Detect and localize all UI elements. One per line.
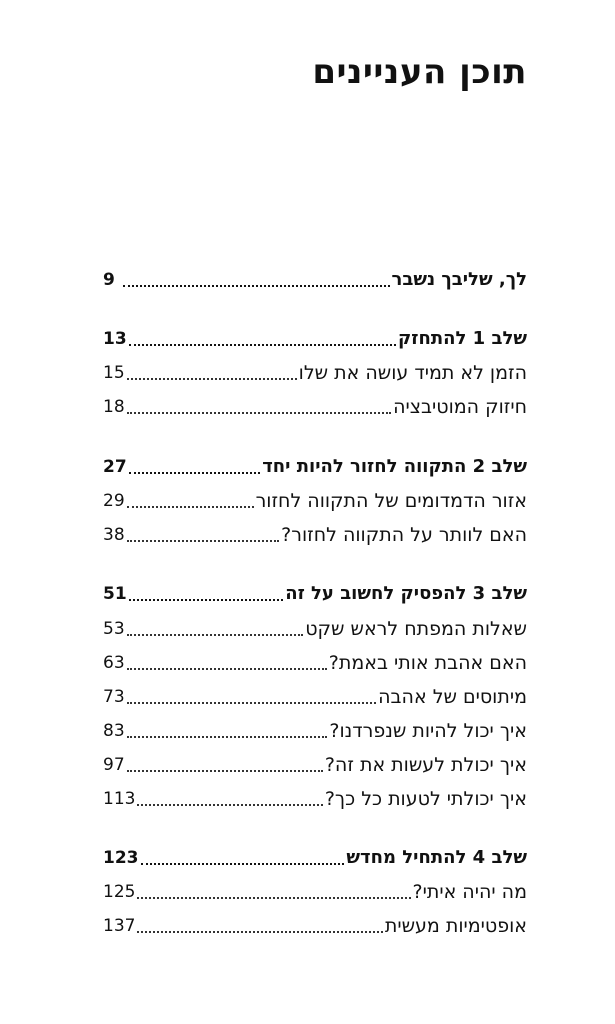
toc-page-number: 113	[103, 789, 136, 809]
toc-entry-label: מיתוסים של אהבה	[378, 686, 527, 708]
toc-entry-label: איך יכול להיות שנפרדנו?	[329, 720, 527, 742]
dot-leader	[137, 804, 322, 806]
toc-entry-how-could-you[interactable]	[103, 749, 527, 777]
toc-entry-stage-2[interactable]	[103, 451, 527, 479]
toc-entry-label: שאלות המפתח לראש שקט	[305, 618, 527, 640]
dot-leader	[127, 770, 323, 772]
toc-entry-did-you-love[interactable]	[103, 647, 527, 675]
toc-entry-label: האם לוותר על התקווה לחזור?	[281, 524, 527, 546]
dot-leader	[123, 285, 390, 287]
toc-page-number: 53	[103, 619, 125, 639]
toc-page-number: 15	[103, 363, 125, 383]
toc-entry-broken-heart[interactable]	[103, 264, 527, 292]
toc-page-number: 97	[103, 755, 125, 775]
dot-leader	[127, 736, 328, 738]
toc-entry-time[interactable]	[103, 357, 527, 385]
toc-page-number: 137	[103, 916, 136, 936]
toc-page-number: 9	[103, 270, 115, 290]
toc-entry-label: שלב 2 התקווה לחזור להיות יחד	[262, 456, 527, 477]
toc-entry-stage-4[interactable]	[103, 842, 527, 870]
dot-leader	[127, 506, 254, 508]
toc-entry-label: אופטימיות מעשית	[384, 915, 527, 937]
toc-page-number: 125	[103, 882, 136, 902]
dot-leader	[127, 668, 327, 670]
toc-page-number: 63	[103, 653, 125, 673]
toc-page-number: 73	[103, 687, 125, 707]
toc-entry-how-separated[interactable]	[103, 715, 527, 743]
toc-entry-label: לך, שליבך נשבר	[391, 269, 527, 290]
toc-page-number: 13	[103, 329, 127, 349]
toc-entry-label: מה יהיה איתי?	[412, 881, 527, 903]
toc-entry-stage-3[interactable]	[103, 578, 527, 606]
toc-entry-key-questions[interactable]	[103, 613, 527, 641]
toc-entry-stage-1[interactable]	[103, 323, 527, 351]
toc-page-number: 51	[103, 584, 127, 604]
page-title: תוכן העניינים	[312, 52, 527, 92]
toc-entry-how-wrong[interactable]	[103, 783, 527, 811]
toc-page-number: 18	[103, 397, 125, 417]
toc-page-number: 29	[103, 491, 125, 511]
toc-entry-what-will-be[interactable]	[103, 876, 527, 904]
dot-leader	[129, 472, 261, 474]
dot-leader	[137, 897, 410, 899]
toc-entry-label: הזמן לא תמיד עושה את שלו	[298, 362, 527, 384]
toc-entry-love-myths[interactable]	[103, 681, 527, 709]
dot-leader	[127, 412, 391, 414]
dot-leader	[129, 344, 396, 346]
toc-page-number: 38	[103, 525, 125, 545]
toc-entry-give-up-hope[interactable]	[103, 519, 527, 547]
toc-entry-twilight-zone[interactable]	[103, 485, 527, 513]
dot-leader	[127, 634, 304, 636]
toc-entry-label: האם אהבת אותי באמת?	[328, 652, 527, 674]
toc-page-number: 27	[103, 457, 127, 477]
toc-entry-label: שלב 3 להפסיק לחשוב על זה	[285, 583, 527, 604]
dot-leader	[127, 540, 280, 542]
toc-entry-motivation[interactable]	[103, 391, 527, 419]
toc-page-number: 123	[103, 848, 139, 868]
dot-leader	[129, 599, 284, 601]
dot-leader	[141, 863, 345, 865]
toc-entry-label: אזור הדמדומים של התקווה לחזור	[255, 490, 527, 512]
toc-entry-label: חיזוק המוטיבציה	[393, 396, 527, 418]
dot-leader	[137, 931, 382, 933]
dot-leader	[127, 702, 377, 704]
toc-entry-label: שלב 1 להתחזק	[398, 328, 527, 349]
toc-page-number: 83	[103, 721, 125, 741]
toc-entry-label: שלב 4 להתחיל מחדש	[346, 847, 527, 868]
toc-entry-label: איך יכולתי לטעות כל כך?	[324, 788, 527, 810]
toc-entry-label: איך יכולת לעשות את זה?	[324, 754, 527, 776]
dot-leader	[127, 378, 297, 380]
toc-entry-practical-optimism[interactable]	[103, 910, 527, 938]
